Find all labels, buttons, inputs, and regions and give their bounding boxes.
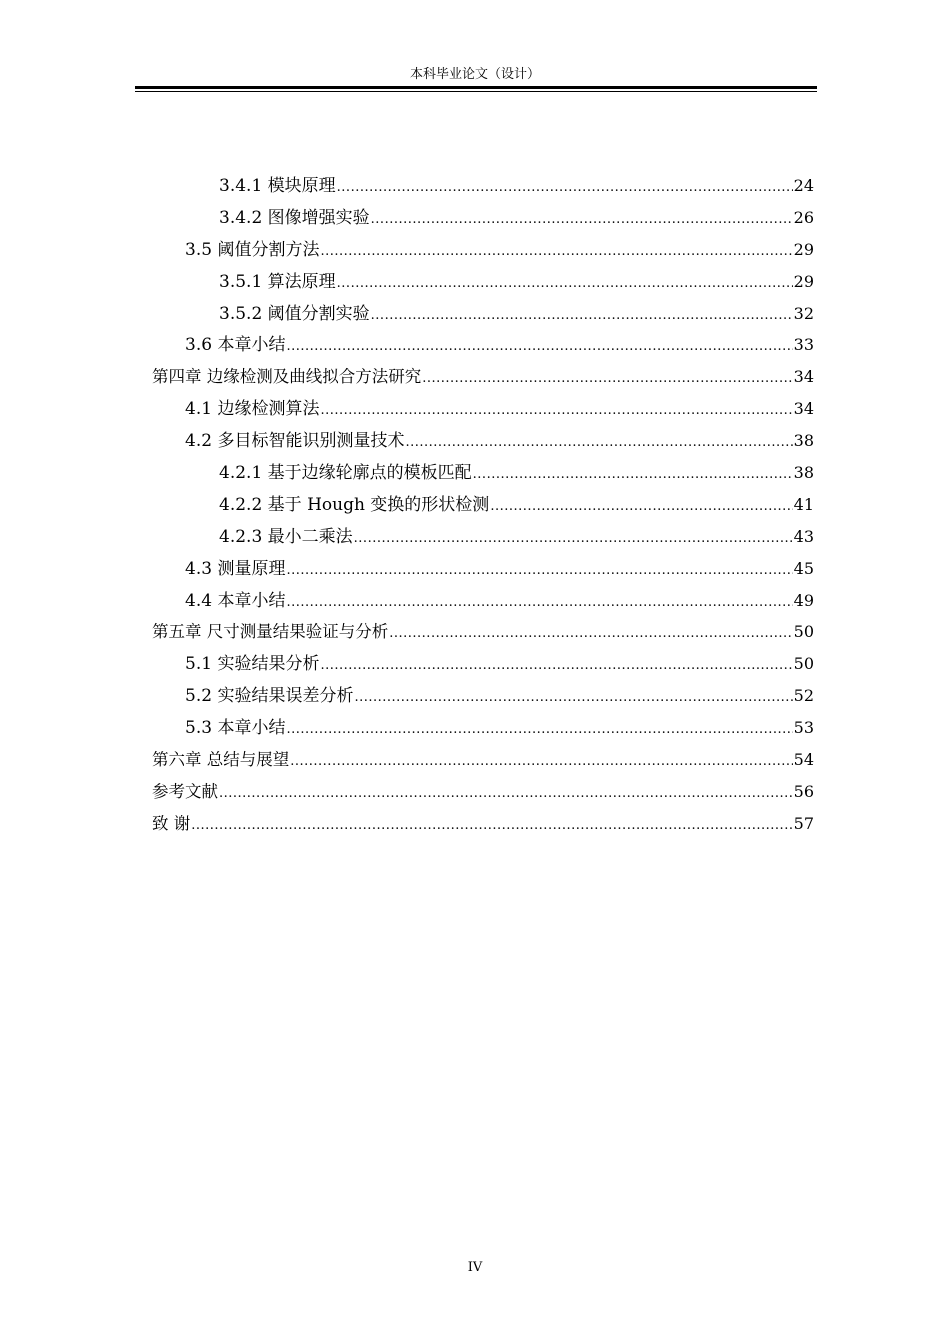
toc-entry[interactable] xyxy=(152,521,814,553)
toc-entry-page: 38 xyxy=(793,463,814,483)
toc-entry-label: 第四章 边缘检测及曲线拟合方法研究 xyxy=(152,367,422,387)
toc-dot-leader xyxy=(473,459,793,491)
toc-entry-label: 3.4.1 模块原理 xyxy=(219,176,336,196)
toc-dot-leader xyxy=(320,236,792,268)
toc-entry-page: 45 xyxy=(793,558,814,578)
toc-dot-leader xyxy=(354,682,792,714)
toc-entry-page: 56 xyxy=(793,781,814,801)
toc-entry-label: 3.5.2 阈值分割实验 xyxy=(219,303,370,324)
toc-entry-label: 3.5.1 算法原理 xyxy=(219,271,336,292)
toc-entry-page: 29 xyxy=(793,239,814,259)
toc-entry[interactable] xyxy=(152,329,814,361)
toc-entry-label: 4.1 边缘检测算法 xyxy=(185,399,320,420)
toc-dot-leader xyxy=(286,555,792,587)
toc-entry-page: 24 xyxy=(793,176,814,195)
toc-entry[interactable] xyxy=(152,393,814,425)
toc-entry-page: 41 xyxy=(793,494,814,514)
toc-entry-page: 34 xyxy=(793,367,814,387)
toc-dot-leader xyxy=(490,491,792,523)
toc-dot-leader xyxy=(286,331,792,363)
toc-entry-label: 5.2 实验结果误差分析 xyxy=(185,686,354,707)
toc-entry-page: 43 xyxy=(793,526,814,546)
toc-dot-leader xyxy=(191,810,792,842)
toc-entry-label: 第五章 尺寸测量结果验证与分析 xyxy=(152,622,389,642)
toc-entry[interactable] xyxy=(152,648,814,680)
toc-entry-page: 54 xyxy=(793,750,814,770)
toc-entry[interactable] xyxy=(152,489,814,521)
running-header-title: 本科毕业论文（设计） xyxy=(409,67,540,82)
toc-entry-label: 5.3 本章小结 xyxy=(185,718,286,739)
toc-entry[interactable] xyxy=(152,457,814,489)
toc-entry-label: 参考文献 xyxy=(152,781,218,801)
toc-dot-leader xyxy=(290,746,792,778)
toc-entry[interactable] xyxy=(152,202,814,234)
toc-entry-page: 53 xyxy=(793,718,814,738)
toc-entry-label: 3.4.2 图像增强实验 xyxy=(219,207,370,228)
toc-entry-label: 4.3 测量原理 xyxy=(185,558,286,579)
toc-dot-leader xyxy=(320,395,792,427)
toc-entry-page: 26 xyxy=(793,207,814,227)
toc-entry[interactable] xyxy=(152,712,814,744)
toc-entry[interactable] xyxy=(152,266,814,298)
toc-entry[interactable] xyxy=(152,234,814,266)
toc-dot-leader xyxy=(422,363,792,395)
toc-dot-leader xyxy=(389,618,792,650)
toc-entry[interactable] xyxy=(152,361,814,393)
toc-entry-page: 57 xyxy=(793,813,814,833)
toc-entry[interactable] xyxy=(152,170,814,202)
table-of-contents xyxy=(152,170,814,840)
toc-entry-label: 5.1 实验结果分析 xyxy=(185,654,320,675)
toc-entry-label: 3.6 本章小结 xyxy=(185,335,286,356)
page-number: IV xyxy=(467,1260,483,1275)
toc-entry[interactable] xyxy=(152,680,814,712)
toc-entry[interactable] xyxy=(152,744,814,776)
toc-dot-leader xyxy=(219,778,793,810)
toc-dot-leader xyxy=(405,427,792,459)
toc-entry-label: 第六章 总结与展望 xyxy=(152,750,290,770)
toc-entry-label: 致 谢 xyxy=(152,813,191,833)
toc-entry-label: 4.2.3 最小二乘法 xyxy=(219,526,353,547)
toc-dot-leader xyxy=(320,650,792,682)
toc-entry-page: 33 xyxy=(793,335,814,355)
toc-entry-page: 50 xyxy=(793,622,814,642)
toc-dot-leader xyxy=(286,587,792,619)
header-rule-thin xyxy=(135,91,817,92)
toc-entry-page: 32 xyxy=(793,303,814,323)
toc-entry-page: 29 xyxy=(793,271,814,291)
toc-dot-leader xyxy=(371,300,793,332)
toc-dot-leader xyxy=(286,714,792,746)
toc-entry[interactable] xyxy=(152,776,814,808)
toc-entry-label: 4.2 多目标智能识别测量技术 xyxy=(185,431,405,452)
toc-dot-leader xyxy=(337,268,793,300)
toc-entry-page: 52 xyxy=(793,686,814,706)
toc-entry[interactable] xyxy=(152,425,814,457)
toc-entry-label: 4.2.2 基于 Hough 变换的形状检测 xyxy=(219,494,490,515)
toc-entry-page: 34 xyxy=(793,399,814,419)
toc-entry[interactable] xyxy=(152,553,814,585)
toc-entry[interactable] xyxy=(152,585,814,617)
header-rule-thick xyxy=(135,86,817,89)
toc-entry-label: 3.5 阈值分割方法 xyxy=(185,239,320,260)
toc-entry-page: 38 xyxy=(793,431,814,451)
toc-entry-page: 50 xyxy=(793,654,814,674)
toc-entry-label: 4.2.1 基于边缘轮廓点的模板匹配 xyxy=(219,463,472,484)
toc-dot-leader xyxy=(337,172,793,204)
toc-entry[interactable] xyxy=(152,808,814,840)
toc-entry[interactable] xyxy=(152,298,814,330)
toc-dot-leader xyxy=(354,523,793,555)
toc-entry-label: 4.4 本章小结 xyxy=(185,590,286,611)
toc-entry-page: 49 xyxy=(793,590,814,610)
toc-entry[interactable] xyxy=(152,616,814,648)
toc-dot-leader xyxy=(371,204,793,236)
